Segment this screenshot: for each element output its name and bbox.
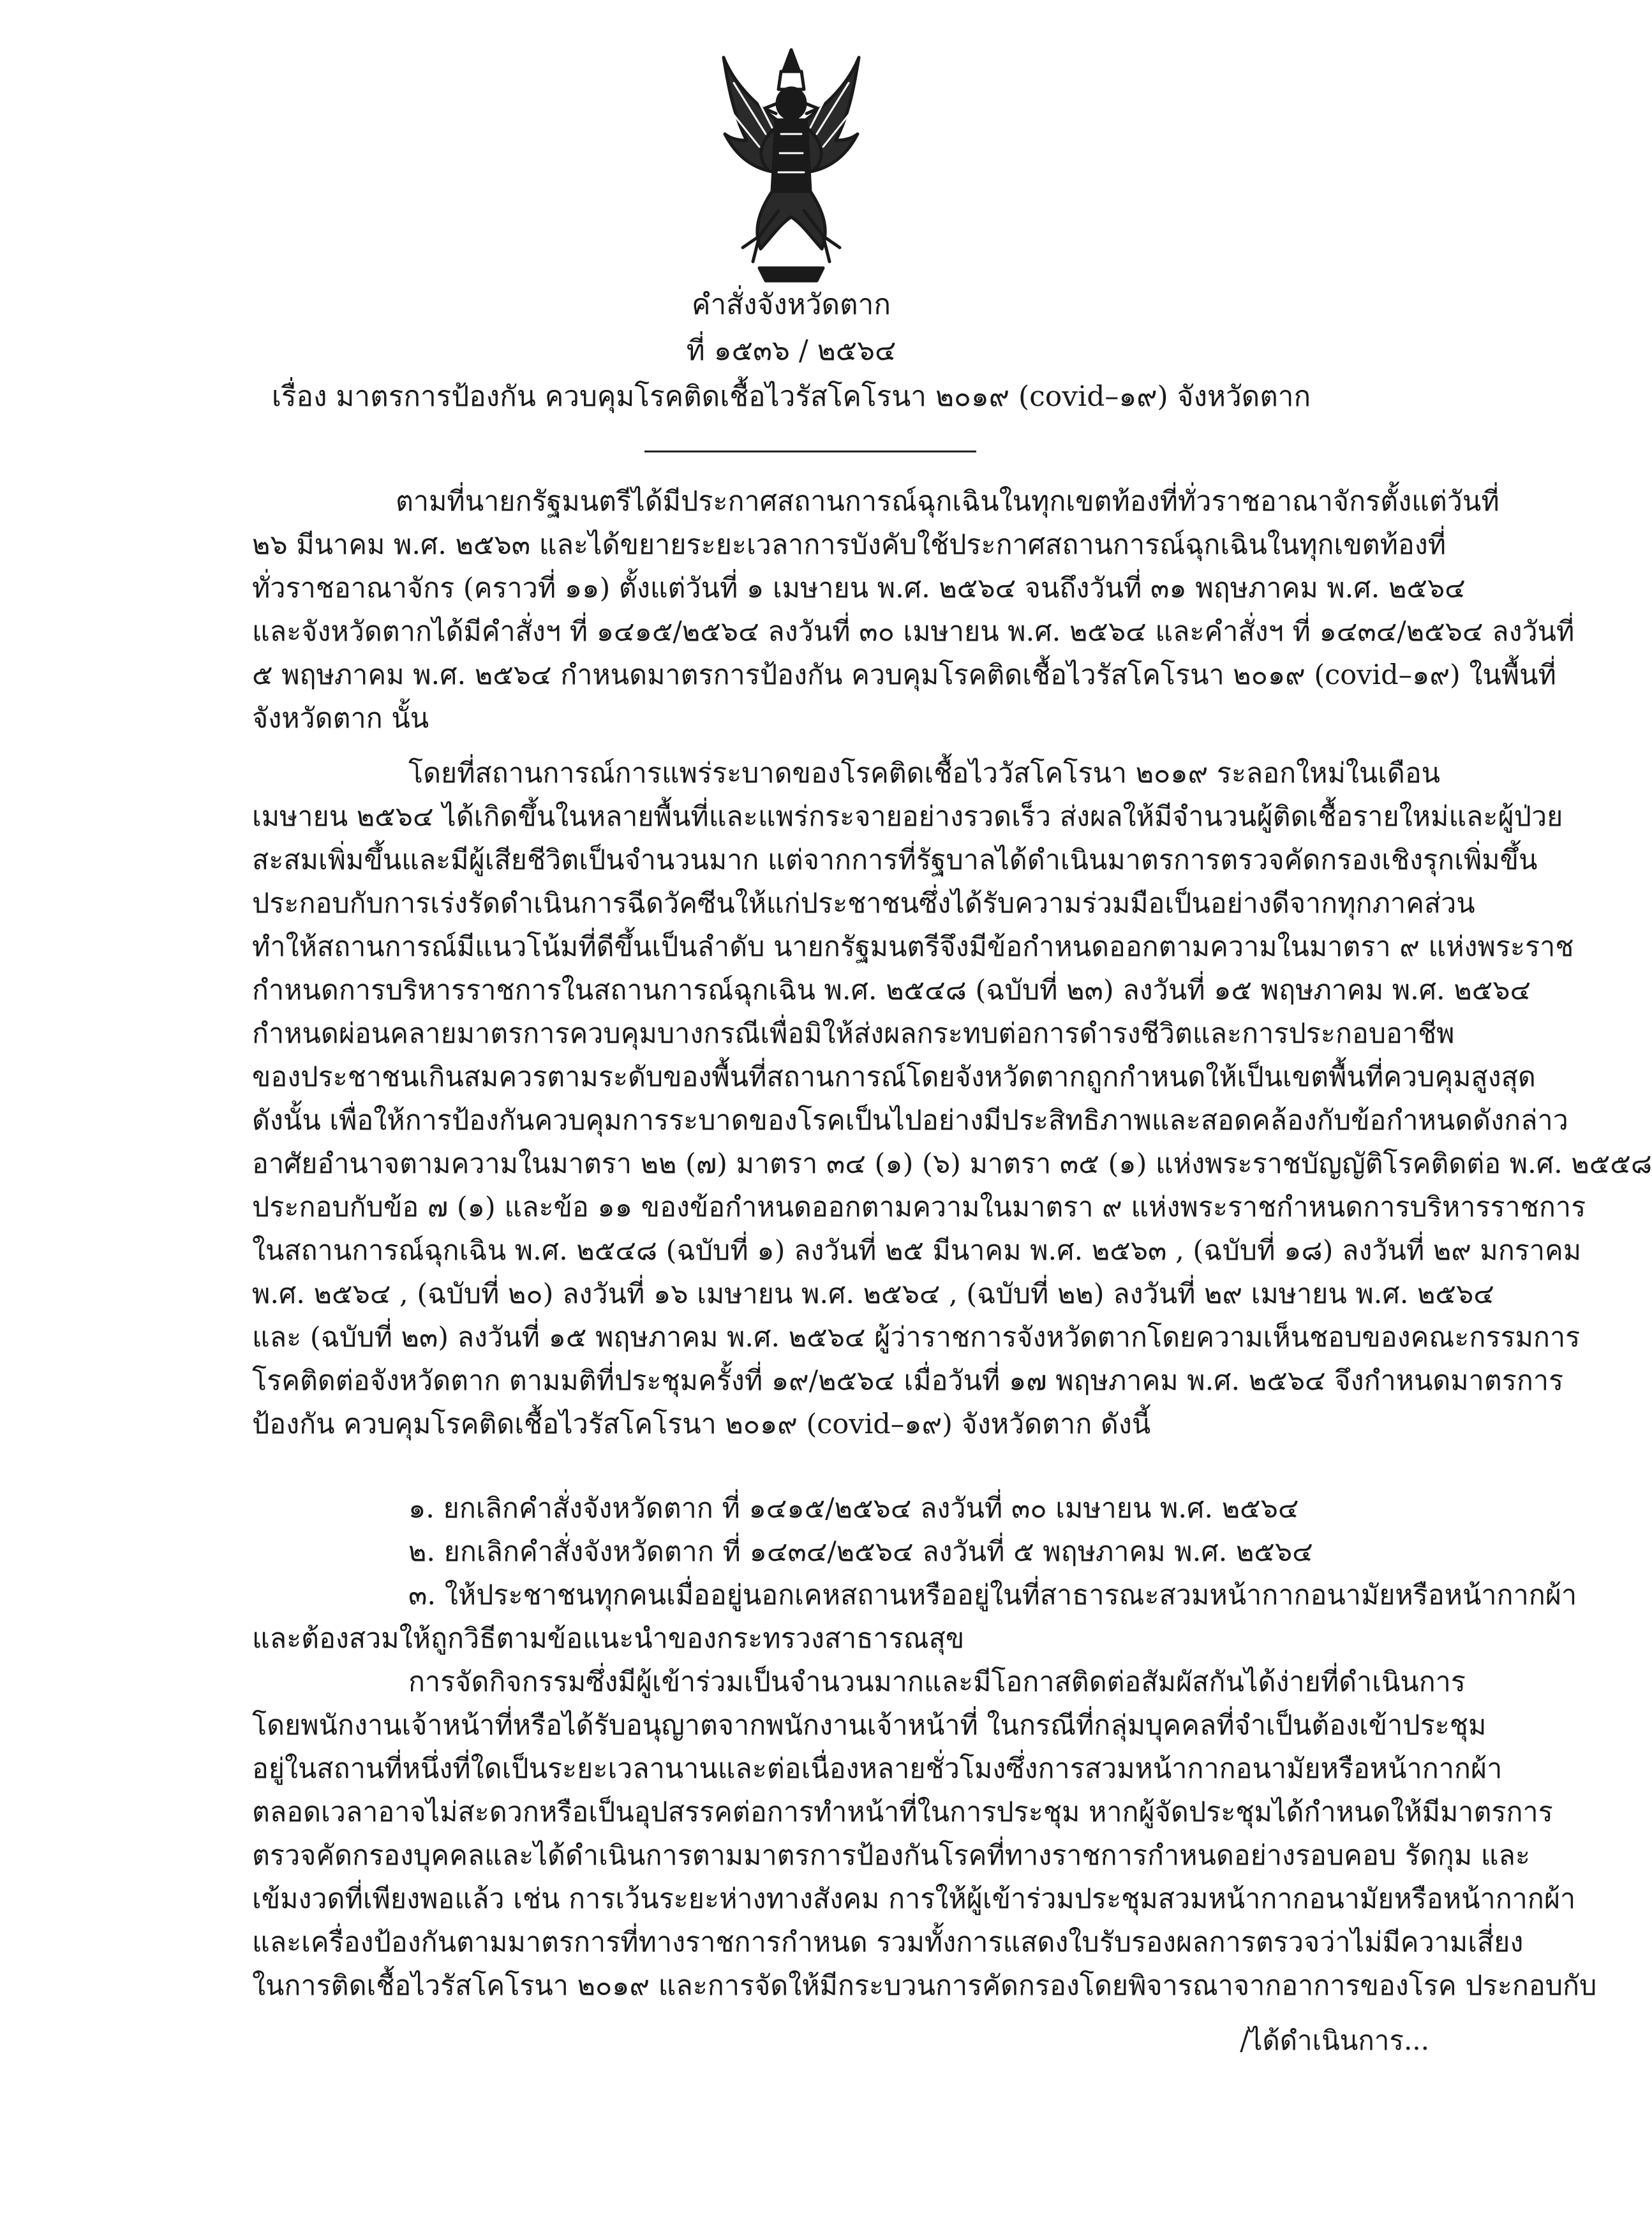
- paragraph-line: สะสมเพิ่มขึ้นและมีผู้เสียชีวิตเป็นจำนวนมาก แต่จากการที่รัฐบาลได้ดำเนินมาตรการตรวจคัดกรองเชิงรุกเพิ่มขึ้น: [252, 844, 1538, 876]
- paragraph-line: ตามที่นายกรัฐมนตรีได้มีประกาศสถานการณ์ฉุกเฉินในทุกเขตท้องที่ทั่วราชอาณาจักรตั้งแต่วันที่: [396, 486, 1499, 518]
- paragraph-line: จังหวัดตาก นั้น: [252, 703, 429, 734]
- paragraph-line: ๕ พฤษภาคม พ.ศ. ๒๕๖๔ กำหนดมาตรการป้องกัน ควบคุมโรคติดเชื้อไวรัสโคโรนา ๒๐๑๙ (covid–๑๙) ในพื้นที่: [252, 659, 1556, 691]
- paragraph-line: ตลอดเวลาอาจไม่สะดวกหรือเป็นอุปสรรคต่อการทำหน้าที่ในการประชุม หากผู้จัดประชุมได้กำหนดให้มีมาตรการ: [252, 1796, 1553, 1828]
- paragraph-situation: [252, 752, 1652, 1446]
- order-subject: เรื่อง มาตรการป้องกัน ควบคุมโรคติดเชื้อไวรัสโคโรนา ๒๐๑๙ (covid–๑๙) จังหวัดตาก: [271, 380, 1311, 413]
- paragraph-line: ดังนั้น เพื่อให้การป้องกันควบคุมการระบาดของโรคเป็นไปอย่างมีประสิทธิภาพและสอดคล้องกับข้อกำหนดดังกล่าว: [252, 1105, 1568, 1137]
- paragraph-line: เข้มงวดที่เพียงพอแล้ว เช่น การเว้นระยะห่างทางสังคม การให้ผู้เข้าร่วมประชุมสวมหน้ากากอนามัยหรือหน้ากากผ้า: [252, 1883, 1576, 1915]
- paragraph-line: กำหนดการบริหารราชการในสถานการณ์ฉุกเฉิน พ.ศ. ๒๕๔๘ (ฉบับที่ ๒๓) ลงวันที่ ๑๕ พฤษภาคม พ.ศ. ๒๕๖๔: [252, 974, 1531, 1006]
- paragraph-line: ทำให้สถานการณ์มีแนวโน้มที่ดีขึ้นเป็นลำดับ นายกรัฐมนตรีจึงมีข้อกำหนดออกตามความในมาตรา ๙ แห่งพระราช: [252, 931, 1574, 963]
- paragraph-line: อาศัยอำนาจตามความในมาตรา ๒๒ (๗) มาตรา ๓๔ (๑) (๖) มาตรา ๓๕ (๑) แห่งพระราชบัญญัติโรคติดต่อ พ.ศ. ๒๕๕๘: [252, 1148, 1652, 1180]
- paragraph-line: อยู่ในสถานที่หนึ่งที่ใดเป็นระยะเวลานานและต่อเนื่องหลายชั่วโมงซึ่งการสวมหน้ากากอนามัยหรือหน้ากากผ้า: [252, 1753, 1503, 1785]
- paragraph-line: และต้องสวมให้ถูกวิธีตามข้อแนะนำของกระทรวงสาธารณสุข: [252, 1623, 965, 1655]
- continuation-note: /ได้ดำเนินการ...: [1240, 2025, 1429, 2056]
- paragraph-line: ประกอบกับข้อ ๗ (๑) และข้อ ๑๑ ของข้อกำหนดออกตามความในมาตรา ๙ แห่งพระราชกำหนดการบริหารราชการ: [252, 1191, 1586, 1223]
- order-title: คำสั่งจังหวัดตาก: [692, 288, 891, 321]
- title-divider: [644, 451, 976, 452]
- paragraph-line: โดยพนักงานเจ้าหน้าที่หรือได้รับอนุญาตจากพนักงานเจ้าหน้าที่ ในกรณีที่กลุ่มบุคคลที่จำเป็นต้องเข้าประชุม: [252, 1710, 1487, 1741]
- paragraph-line: ประกอบกับการเร่งรัดดำเนินการฉีดวัคซีนให้แก่ประชาชนซึ่งได้รับความร่วมมือเป็นอย่างดีจากทุกภาคส่วน: [252, 888, 1475, 920]
- paragraph-line: ทั่วราชอาณาจักร (คราวที่ ๑๑) ตั้งแต่วันที่ ๑ เมษายน พ.ศ. ๒๕๖๔ จนถึงวันที่ ๓๑ พฤษภาคม พ.ศ. ๒๕๖๔: [252, 572, 1466, 604]
- paragraph-line: เมษายน ๒๕๖๔ ได้เกิดขึ้นในหลายพื้นที่และแพร่กระจายอย่างรวดเร็ว ส่งผลให้มีจำนวนผู้ติดเชื้อรายใหม่และผู้ป่วย: [252, 801, 1563, 833]
- paragraph-line: ในการติดเชื้อไวรัสโคโรนา ๒๐๑๙ และการจัดให้มีกระบวนการคัดกรองโดยพิจารณาจากอาการของโรค ประกอบกับ: [252, 1970, 1597, 2002]
- list-item: ๒. ยกเลิกคำสั่งจังหวัดตาก ที่ ๑๔๓๔/๒๕๖๔ ลงวันที่ ๕ พฤษภาคม พ.ศ. ๒๕๖๔: [408, 1536, 1313, 1568]
- paragraph-line: ในสถานการณ์ฉุกเฉิน พ.ศ. ๒๕๔๘ (ฉบับที่ ๑) ลงวันที่ ๒๕ มีนาคม พ.ศ. ๒๕๖๓ , (ฉบับที่ ๑๘) ลงวันที่ ๒๙ มกราคม: [252, 1235, 1582, 1267]
- paragraph-line: โรคติดต่อจังหวัดตาก ตามมติที่ประชุมครั้งที่ ๑๙/๒๕๖๔ เมื่อวันที่ ๑๗ พฤษภาคม พ.ศ. ๒๕๖๔ จึงกำหนดมาตรการ: [252, 1365, 1564, 1397]
- list-item: ๑. ยกเลิกคำสั่งจังหวัดตาก ที่ ๑๔๑๕/๒๕๖๔ ลงวันที่ ๓๐ เมษายน พ.ศ. ๒๕๖๔: [408, 1493, 1299, 1524]
- paragraph-line: ป้องกัน ควบคุมโรคติดเชื้อไวรัสโคโรนา ๒๐๑๙ (covid–๑๙) จังหวัดตาก ดังนี้: [252, 1408, 1151, 1440]
- paragraph-line: ๒๖ มีนาคม พ.ศ. ๒๕๖๓ และได้ขยายระยะเวลาการบังคับใช้ประกาศสถานการณ์ฉุกเฉินในทุกเขตท้องที่: [252, 529, 1447, 561]
- paragraph-line: โดยที่สถานการณ์การแพร่ระบาดของโรคติดเชื้อไววัสโคโรนา ๒๐๑๙ ระลอกใหม่ในเดือน: [408, 757, 1441, 789]
- paragraph-background: [252, 480, 1575, 740]
- order-number: ที่ ๑๕๓๖ / ๒๕๖๔: [686, 334, 897, 367]
- paragraph-line: การจัดกิจกรรมซึ่งมีผู้เข้าร่วมเป็นจำนวนมากและมีโอกาสติดต่อสัมผัสกันได้ง่ายที่ดำเนินการ: [408, 1666, 1466, 1698]
- paragraph-line: และ (ฉบับที่ ๒๓) ลงวันที่ ๑๕ พฤษภาคม พ.ศ. ๒๕๖๔ ผู้ว่าราชการจังหวัดตากโดยความเห็นชอบของคณะกรรมการ: [252, 1322, 1581, 1353]
- paragraph-line: พ.ศ. ๒๕๖๔ , (ฉบับที่ ๒๐) ลงวันที่ ๑๖ เมษายน พ.ศ. ๒๕๖๔ , (ฉบับที่ ๒๒) ลงวันที่ ๒๙ เมษายน พ.ศ. ๒๕๖๔: [252, 1278, 1494, 1310]
- paragraph-line: ของประชาชนเกินสมควรตามระดับของพื้นที่สถานการณ์โดยจังหวัดตากถูกกำหนดให้เป็นเขตพื้นที่ควบคุมสูงสุด: [252, 1061, 1536, 1093]
- paragraph-meetings: [252, 1660, 1597, 2008]
- list-item-masks: [252, 1574, 1577, 1660]
- paragraph-line: ตรวจคัดกรองบุคคลและได้ดำเนินการตามมาตรการป้องกันโรคที่ทางราชการกำหนดอย่างรอบคอบ รัดกุม และ: [252, 1840, 1530, 1872]
- paragraph-line: และเครื่องป้องกันตามมาตรการที่ทางราชการกำหนด รวมทั้งการแสดงใบรับรองผลการตรวจว่าไม่มีความเสี่ยง: [252, 1927, 1524, 1958]
- paragraph-line: และจังหวัดตากได้มีคำสั่งฯ ที่ ๑๔๑๕/๒๕๖๔ ลงวันที่ ๓๐ เมษายน พ.ศ. ๒๕๖๔ และคำสั่งฯ ที่ ๑๔๓๔/๒๕๖๔ ลงวันที่: [252, 616, 1575, 648]
- garuda-emblem-icon: [715, 45, 868, 287]
- paragraph-line: ๓. ให้ประชาชนทุกคนเมื่ออยู่นอกเคหสถานหรืออยู่ในที่สาธารณะสวมหน้ากากอนามัยหรือหน้ากากผ้า: [408, 1579, 1577, 1611]
- paragraph-line: กำหนดผ่อนคลายมาตรการควบคุมบางกรณีเพื่อมิให้ส่งผลกระทบต่อการดำรงชีวิตและการประกอบอาชีพ: [252, 1018, 1455, 1050]
- list-revocations: [252, 1487, 1426, 1574]
